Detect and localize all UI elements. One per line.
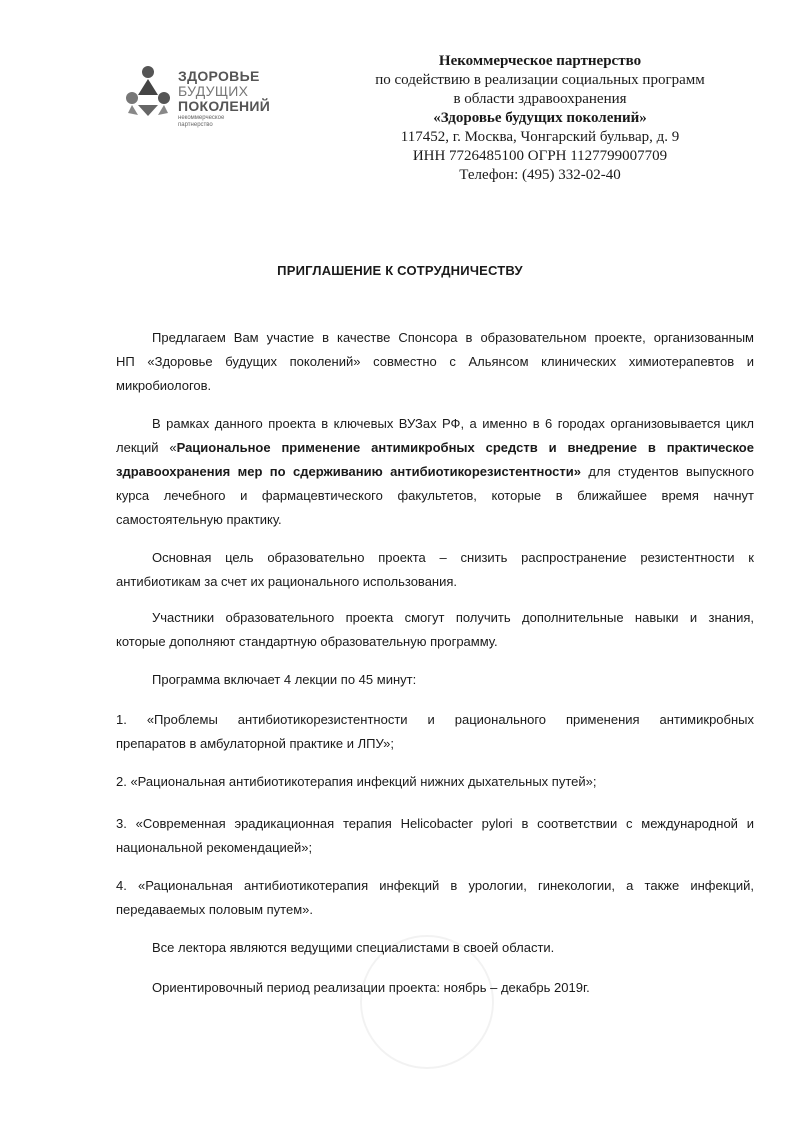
org-registration: ИНН 7726485100 ОГРН 1127799007709 bbox=[412, 148, 668, 164]
p1-line2: НП «Здоровье будущих поколений» совместно с Альянсом клинических химиотерапевтов и bbox=[116, 354, 754, 369]
logo-subtitle: некоммерческое партнерство bbox=[178, 115, 225, 128]
p4-line1: Участники образовательного проекта смогут получить дополнительные навыки и знания, bbox=[152, 610, 754, 625]
organization-letterhead bbox=[360, 52, 720, 185]
org-purpose-line2: в области здравоохранения bbox=[453, 91, 627, 107]
list-item1-line1: 1. «Проблемы антибиотикорезистентности и рационального применения антимикробных bbox=[116, 712, 754, 727]
list-item3-line2: национальной рекомендацией»; bbox=[116, 840, 313, 855]
list-item2-line1: 2. «Рациональная антибиотикотерапия инфекций нижних дыхательных путей»; bbox=[116, 774, 597, 789]
p7-line: Ориентировочный период реализации проекта: ноябрь – декабрь 2019г. bbox=[152, 980, 590, 995]
p2-line2-prefix: лекций « bbox=[116, 440, 177, 455]
list-item4-line2: передаваемых половым путем». bbox=[116, 902, 313, 917]
org-phone: Телефон: (495) 332-02-40 bbox=[459, 167, 621, 183]
p2-line1: В рамках данного проекта в ключевых ВУЗах РФ, а именно в 6 городах организовывается цикл bbox=[152, 416, 754, 431]
p3-line2: антибиотикам за счет их рационального использования. bbox=[116, 574, 458, 589]
logo-text-line1: ЗДОРОВЬЕ bbox=[178, 68, 260, 84]
p2-line5: самостоятельную практику. bbox=[116, 512, 282, 527]
logo-figures-icon bbox=[124, 65, 172, 117]
org-name: «Здоровье будущих поколений» bbox=[433, 110, 647, 126]
list-item1-line2: препаратов в амбулаторной практике и ЛПУ»; bbox=[116, 736, 394, 751]
p2-line3-bold: здравоохранения мер по сдерживанию антибиотикорезистентности» bbox=[116, 464, 581, 479]
logo-text-line2: БУДУЩИХ bbox=[178, 83, 249, 99]
document-title: ПРИГЛАШЕНИЕ К СОТРУДНИЧЕСТВУ bbox=[277, 263, 523, 278]
p4-line2: которые дополняют стандартную образовательную программу. bbox=[116, 634, 498, 649]
p2-line3-suffix: для студентов выпускного bbox=[580, 464, 754, 479]
p3-line1: Основная цель образовательно проекта – снизить распространение резистентности к bbox=[152, 550, 754, 565]
p1-line3: микробиологов. bbox=[116, 378, 212, 393]
org-purpose-line1: по содействию в реализации социальных программ bbox=[375, 72, 705, 88]
p2-line3 bbox=[116, 460, 754, 484]
list-item3-line1: 3. «Современная эрадикационная терапия Helicobacter pylori в соответствии с международной и bbox=[116, 816, 754, 831]
list-item4-line1: 4. «Рациональная антибиотикотерапия инфекций в урологии, гинекологии, а также инфекций, bbox=[116, 878, 754, 893]
logo-text-line3: ПОКОЛЕНИЙ bbox=[178, 98, 271, 114]
p2-line2 bbox=[116, 436, 754, 460]
logo bbox=[124, 60, 274, 140]
org-type: Некоммерческое партнерство bbox=[438, 53, 642, 69]
p5-line: Программа включает 4 лекции по 45 минут: bbox=[152, 672, 417, 687]
p2-line4: курса лечебного и фармацевтического факультетов, которые в ближайшее время начнут bbox=[116, 488, 754, 503]
p2-line2-bold: Рациональное применение антимикробных средств и внедрение в практическое bbox=[176, 440, 754, 455]
p6-line: Все лектора являются ведущими специалистами в своей области. bbox=[152, 940, 555, 955]
org-address: 117452, г. Москва, Чонгарский бульвар, д. 9 bbox=[400, 129, 680, 145]
p1-line1: Предлагаем Вам участие в качестве Спонсора в образовательном проекте, организованным bbox=[152, 330, 754, 345]
